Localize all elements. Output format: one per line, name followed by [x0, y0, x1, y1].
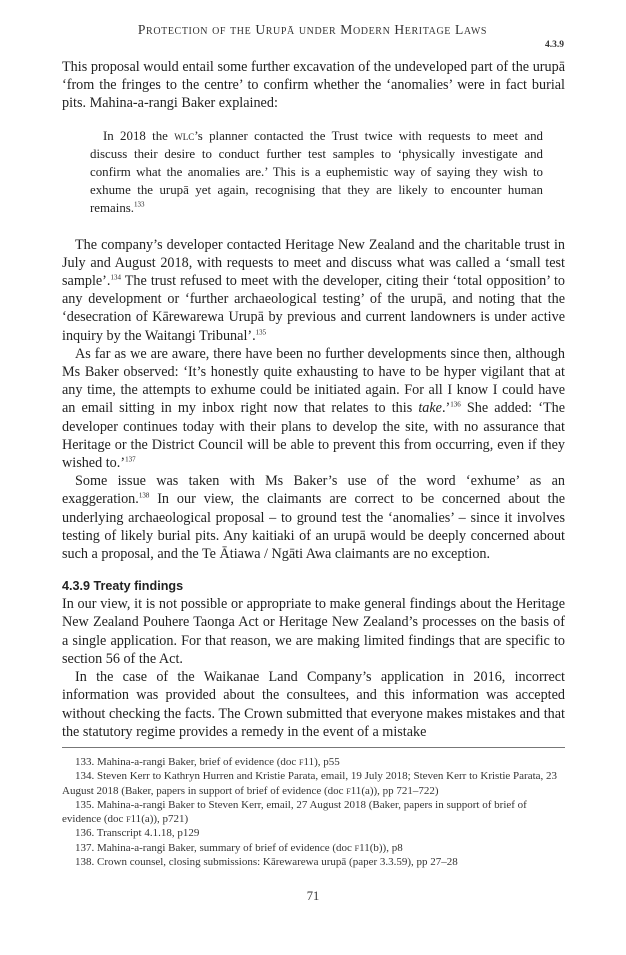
paragraph-5: In our view, it is not possible or appropriate to make general findings about the Heritage New Zealand Pouhere Taonga Act or Heritage New Zealand’s processes on the basis of a single application. For that reason, we are making limited findings that are specific to section 56 of the Act.	[62, 596, 565, 667]
footnote	[62, 798, 565, 827]
footnote-text: (a)), p721)	[141, 813, 189, 826]
footnote-text: 138. Crown counsel, closing submissions: Kārewarewa urupā (paper 3.3.59), pp 27–28	[75, 856, 458, 869]
page-number: 71	[306, 889, 320, 903]
footnote-text: 136. Transcript 4.1.18, p129	[75, 827, 200, 840]
footnote-text: 137. Mahina-a-rangi Baker, summary of brief of evidence (doc	[75, 841, 355, 854]
footnote-text: 135. Mahina-a-rangi Baker to Steven Kerr, email, 27 August 2018 (Baker, papers in support of brief of evidence (doc	[62, 798, 527, 826]
footnotes	[62, 755, 565, 869]
quote-text-continued: ’s planner contacted the Trust twice with requests to meet and discuss their desire to conduct further test samples to ‘physically investigate and confirm what the anomalies are.’ This is a euphemistic way of saying they wish to exhume the urupā yet again, recognising that they are likely to encounter human remains.	[90, 128, 543, 216]
paragraph-text: The trust refused to meet with the developer, citing their ‘total opposition’ to any development or ‘further archaeological testing’ of the urupā, and noting that the ‘desecration of Kārewarewa Urupā by previous and current landowners is under active inquiry by the Waitangi Tribunal’.	[62, 273, 565, 344]
footnote-ref-133[interactable]: 133	[134, 201, 145, 210]
paragraph-text: Some issue was taken with Ms Baker’s use of the word ‘exhume’ as an exaggeration.	[62, 473, 565, 508]
paragraph-6: In the case of the Waikanae Land Company’s application in 2016, incorrect information was provided about the consultees, and this information was accepted without checking the facts. The Crown submitted that everyone makes mistakes and that the statutory regime provides a remedy in the event of a mistake	[62, 669, 565, 740]
footnote-doc: f11	[299, 756, 315, 768]
quote-abbreviation: wlc	[174, 128, 195, 143]
footnote	[62, 769, 565, 798]
footnote-ref-134[interactable]: 134	[110, 273, 121, 282]
footnote-text: 134. Steven Kerr to Kathryn Hurren and Kristie Parata, email, 19 July 2018; Steven Kerr to Kristie Parata, 23 August 2018 (Baker, papers in support of brief of evidence (doc	[62, 770, 558, 797]
footnote-ref-137[interactable]: 137	[125, 455, 136, 464]
footnote-ref-136[interactable]: 136	[450, 400, 461, 409]
paragraph-text: In our view, the claimants are correct to be concerned about the underlying archaeological proposal – to ground test the ‘anomalies’ – since it involves testing of likely burial pits. Any kaitiaki of an urupā would be deeply concerned about such a proposal, and the Te Ātiawa / Ngāti Awa claimants are no exception.	[62, 491, 565, 563]
footnote	[62, 841, 565, 855]
footnote	[62, 755, 565, 769]
body-text	[62, 58, 565, 741]
italic-word: take	[418, 400, 442, 417]
footnote	[62, 855, 565, 869]
paragraph-2	[62, 236, 565, 345]
footnote-text: (a)), pp 721–722)	[361, 784, 439, 797]
footnote-doc: f11	[354, 841, 370, 854]
footnote-divider	[62, 747, 565, 748]
block-quote	[90, 127, 543, 218]
footnote-text: ), p55	[314, 756, 340, 768]
footnote-text: (b)), p8	[369, 841, 403, 854]
footnote	[62, 826, 565, 840]
paragraph-text: The company’s developer contacted Heritage New Zealand and the charitable trust in July and August 2018, with requests to meet and discuss what was called a ‘small test sample’.	[62, 236, 565, 290]
paragraph-text: As far as we are aware, there have been no further developments since then, although Ms Baker observed: ‘It’s honestly quite exhausting to have to be hyper vigilant that at any time, the attempts to exhume could be initiated again. For all I know I could have an email sitting in my inbox right now that relates to this	[62, 345, 565, 417]
section-heading: 4.3.9 Treaty findings	[62, 579, 184, 594]
paragraph-text: .’	[441, 400, 451, 417]
paragraph-4	[62, 472, 565, 563]
paragraph-3	[62, 345, 565, 472]
paragraph-text: She added: ‘The developer continues today with their plans to develop the site, with no assurance that Heritage or the District Council will be able to prevent this from occurring, even if they wished to.’	[62, 400, 565, 472]
quote-text: In 2018 the	[103, 128, 175, 143]
footnote-ref-138[interactable]: 138	[138, 491, 150, 500]
footnote-text: 133. Mahina-a-rangi Baker, brief of evidence (doc	[75, 756, 300, 768]
footnote-doc: f11	[346, 784, 362, 797]
footnote-doc: f11	[126, 813, 142, 826]
paragraph-1: This proposal would entail some further excavation of the undeveloped part of the urupā ‘from the fringes to the centre’ to confirm whether the ‘anomalies’ were in fact burial pits. Mahina-a-rangi Baker explained:	[62, 59, 565, 112]
section-reference: 4.3.9	[545, 40, 564, 50]
running-head: Protection of the Urupā under Modern Heritage Laws	[137, 22, 488, 37]
footnote-ref-135[interactable]: 135	[255, 327, 267, 336]
